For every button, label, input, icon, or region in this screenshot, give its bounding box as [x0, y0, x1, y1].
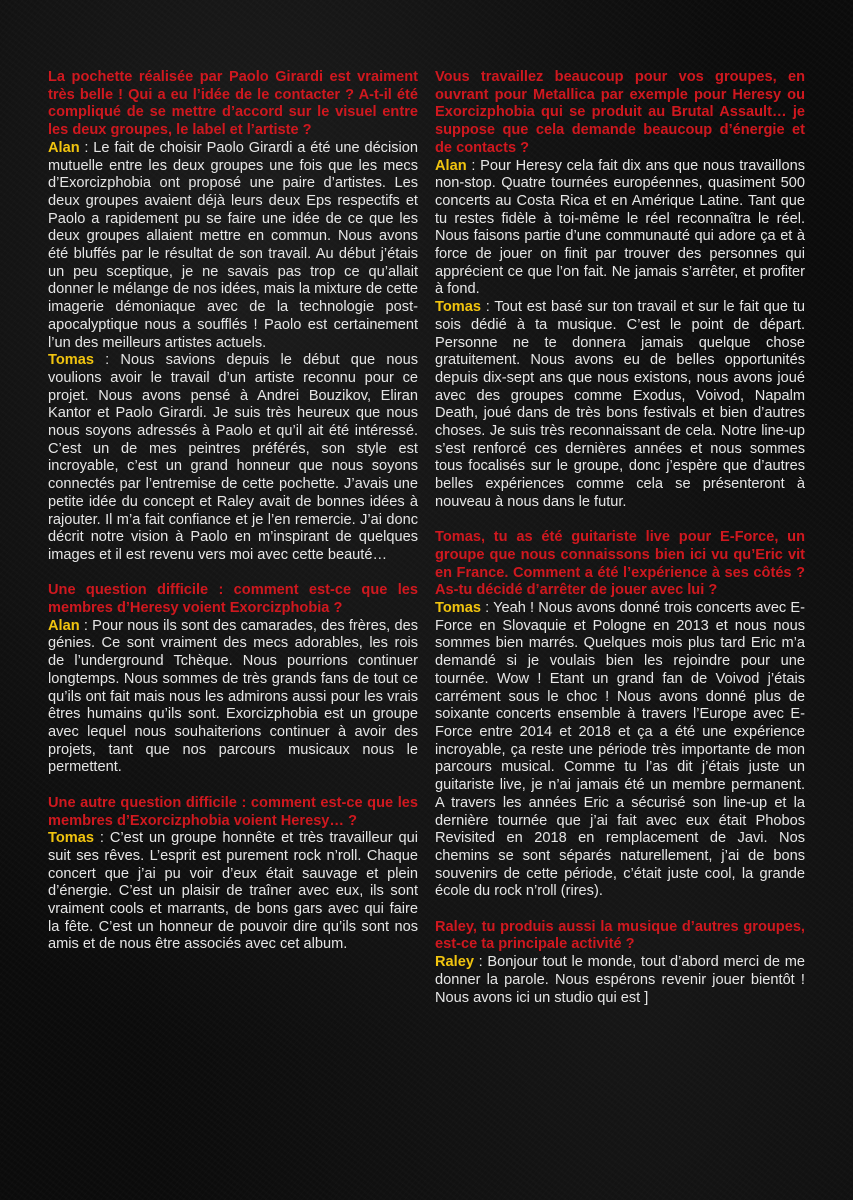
question-exorcizphobia-on-heresy: Une autre question difficile : comment est-ce que les membres d’Exorcizphobia voient Heresy… ? [48, 794, 418, 829]
paragraph-spacer [48, 565, 418, 583]
paragraph-spacer [435, 512, 805, 530]
answer-text: : Pour Heresy cela fait dix ans que nous travaillons non-stop. Quatre tournées européennes, quasiment 500 concerts au Costa Rica et en Amérique Latine. Tant que tu restes fidèle à toi-même le réel reconnaîtra le réel. Nous faisons partie d’une communauté qui adore ça et à force de jouer on finit par trouver des personnes qui apprécient ce que l’on fait. Ne jamais s’arrêter, et profiter à fond. [435, 157, 805, 298]
answer-tomas-work [435, 299, 805, 511]
speaker-name: Raley [435, 954, 474, 971]
answer-alan-exorcizphobia [48, 618, 418, 777]
answer-text: : Yeah ! Nous avons donné trois concerts avec E-Force en Slovaquie et Pologne en 2013 et nous nous sommes bien marrés. Quelques mois plus tard Eric m’a demandé si je voulais bien les rejoindre pour une tournée. Wow ! Etant un grand fan de Voivod j’étais carrément sous le choc ! Nous avons donné plus de soixante concerts ensemble à travers l’Europe avec E-Force entre 2014 et 2018 et ça a été une expérience incroyable, ça reste une période très importante de mon parcours musical. Comme tu l’as dit j’étais juste un guitariste live, je n’ai jamais été un membre permanent. A travers les années Eric a sécurisé son line-up et la dernière tournée que j’ai fait avec eux était Phobos Revisited en 2018 en remplacement de Javi. Nos chemins se sont séparés naturellement, j’ai de bons souvenirs de cette période, c’était juste cool, la grande école du rock n’roll (rires). [435, 600, 805, 900]
question-e-force: Tomas, tu as été guitariste live pour E-Force, un groupe que nous connaissons bien ici vu qu’Eric vit en France. Comment a été l’expérience à ses côtés ? As-tu décidé d’arrêter de jouer avec lui ? [435, 529, 805, 599]
question-paolo-girardi: La pochette réalisée par Paolo Girardi est vraiment très belle ! Qui a eu l’idée de le contacter ? A-t-il été compliqué de se mettre d’accord sur le visuel entre les deux groupes, le label et l’artiste ? [48, 69, 418, 139]
speaker-name: Tomas [435, 600, 481, 617]
answer-text: : Le fait de choisir Paolo Girardi a été une décision mutuelle entre les deux groupes une fois que les mecs d’Exorcizphobia ont proposé une paire d’artistes. Les deux groupes avaient déjà leurs deux Eps respectifs et Paolo a rapidement pu se faire une idée de ce que les deux groupes allaient mettre en commun. Nous avons été bluffés par le résultat de son travail. Au début j’étais un peu sceptique, je ne savais pas trop ce qu’allait donner le mélange de nos idées, mais la mixture de cette imagerie démoniaque avec de la technologie post-apocalyptique nous a soufflés ! Paolo est certainement l’un des meilleurs artistes actuels. [48, 139, 418, 351]
answer-alan-work [435, 158, 805, 300]
answer-tomas-artwork [48, 352, 418, 564]
answer-tomas-e-force [435, 600, 805, 901]
speaker-name: Tomas [48, 830, 94, 847]
speaker-name: Tomas [48, 352, 94, 369]
speaker-name: Alan [435, 157, 467, 174]
answer-alan-artwork [48, 140, 418, 352]
paragraph-spacer [48, 777, 418, 795]
answer-text: : Bonjour tout le monde, tout d’abord merci de me donner la parole. Nous espérons revenir jouer bientôt ! Nous avons ici un studio qui est ] [435, 954, 805, 1006]
question-work-for-bands: Vous travaillez beaucoup pour vos groupes, en ouvrant pour Metallica par exemple pour Heresy ou Exorcizphobia qui se produit au Brutal Assault… je suppose que cela demande beaucoup d’énergie et de contacts ? [435, 69, 805, 156]
right-column [435, 69, 805, 1007]
answer-tomas-heresy [48, 830, 418, 954]
answer-text: : Nous savions depuis le début que nous voulions avoir le travail d’un artiste reconnu pour ce projet. Nous avons pensé à Andrei Bouzikov, Eliran Kantor et Paolo Girardi. Je suis très heureux que nous nous soyons adressés à Paolo et qu’il ait été intéressé. C’est un de mes peintres préférés, son style est incroyable, c’est un grand honneur que nous soyons connectés par l’entremise de cette pochette. J’avais une petite idée du concept et Raley avait de bonnes idées à rajouter. Il m’a fait confiance et je l’en remercie. J’ai donc décrit notre vision à Paolo en m’inspirant de quelques images et il est revenu vers moi avec cette beauté… [48, 352, 418, 563]
speaker-name: Alan [48, 617, 80, 634]
answer-raley [435, 954, 805, 1007]
question-heresy-on-exorcizphobia: Une question difficile : comment est-ce que les membres d’Heresy voient Exorcizphobia ? [48, 582, 418, 617]
answer-text: : Pour nous ils sont des camarades, des frères, des génies. Ce sont vraiment des mecs adorables, les rois de l’underground Tchèque. Nous pourrions continuer longtemps. Nous sommes de très grands fans de tout ce qu’ils ont fait mais nous les admirons aussi pour les vrais êtres humains qu’ils sont. Exorcizphobia est un groupe avec lequel nous souhaiterions continuer à avoir des projets, tant que nos parcours musicaux nous le permettent. [48, 617, 418, 776]
question-raley-production: Raley, tu produis aussi la musique d’autres groupes, est-ce ta principale activité ? [435, 918, 805, 953]
answer-text: : C’est un groupe honnête et très travailleur qui suit ses rêves. L’esprit est purement rock n’roll. Chaque concert que j’ai pu voir d’eux était sauvage et plein d’énergie. C’est un plaisir de traîner avec eux, ils sont vraiment cools et marrants, de bons gars avec qui faire la fête. C’est un honneur de pouvoir dire qu’ils sont nos amis et de nous être associés avec cet album. [48, 830, 418, 953]
answer-text: : Tout est basé sur ton travail et sur le fait que tu sois dédié à ta musique. C’est le point de départ. Personne ne te donnera jamais quelque chose gratuitement. Nous avons eu de belles opportunités depuis dix-sept ans que nous existons, nous avons joué avec des groupes comme Exodus, Voivod, Napalm Death, joué dans de très bons festivals et bien d’autres choses. Je suis très reconnaissant de cela. Notre line-up s’est renforcé ces dernières années et nous sommes tous focalisés sur le groupe, donc j’espère que d’autres belles expériences comme cela se présenteront à nouveau à nous dans le futur. [435, 299, 805, 510]
speaker-name: Tomas [435, 299, 481, 316]
left-column [48, 69, 418, 954]
paragraph-spacer [435, 901, 805, 919]
speaker-name: Alan [48, 139, 80, 156]
